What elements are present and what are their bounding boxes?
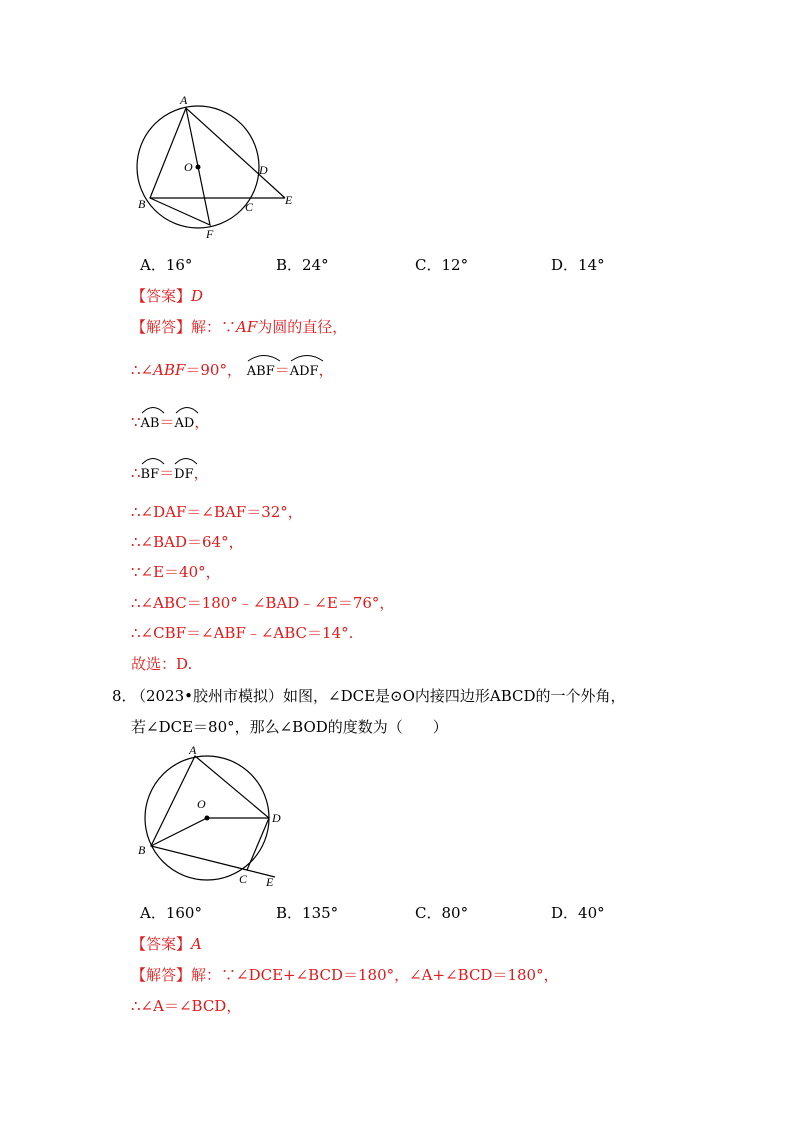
fig2-label-b: B xyxy=(138,843,146,857)
fig2-label-e: E xyxy=(266,875,274,889)
q7-solution-line-5: ∴∠DAF＝∠BAF＝32°， xyxy=(131,503,303,521)
q7-l3-arc-ad: AD xyxy=(175,410,195,434)
q7-option-b: B．24° xyxy=(276,256,329,274)
q7-l3-arc-ab: AB xyxy=(141,410,160,434)
q8-option-c: C．80° xyxy=(415,904,469,922)
figure-1-circle-diagram xyxy=(130,92,305,242)
q7-solution-line-7: ∵∠E＝40°， xyxy=(131,563,221,581)
q7-l1-c: 为圆的直径， xyxy=(257,318,348,336)
q7-solution-line-9: ∴∠CBF＝∠ABF﹣∠ABC＝14°. xyxy=(131,624,354,642)
q7-l2-arc-abf: ABF xyxy=(247,358,275,382)
q7-option-d: D．14° xyxy=(551,256,605,274)
q8-option-d: D．40° xyxy=(551,904,605,922)
fig1-label-f: F xyxy=(206,227,214,241)
fig1-label-b: B xyxy=(138,197,146,211)
fig1-label-d: D xyxy=(259,163,268,177)
q7-answer-value: D xyxy=(191,287,204,305)
q7-l4-arc-bf: BF xyxy=(141,461,160,485)
q7-l2-end: ， xyxy=(318,361,334,379)
q7-l1-a: 解：∵ xyxy=(191,318,237,336)
q7-l2-arc-adf: ADF xyxy=(290,358,319,382)
q7-l2-a: ∴∠ xyxy=(131,361,154,379)
q7-solution-line-8: ∴∠ABC＝180°﹣∠BAD﹣∠E＝76°， xyxy=(131,594,395,612)
q7-l4-arc-df: DF xyxy=(174,461,193,485)
fig2-label-o: O xyxy=(197,797,206,811)
q7-solution-line-4 xyxy=(131,461,209,485)
fig1-label-o: O xyxy=(184,160,193,174)
q7-solution-line-2 xyxy=(131,358,334,382)
fig2-label-d: D xyxy=(272,811,281,825)
q8-stem-line-1: （2023•胶州市模拟）如图，∠DCE是⊙O内接四边形ABCD的一个外角， xyxy=(131,687,626,705)
q7-solution-line-10: 故选：D. xyxy=(131,655,193,673)
q7-l1-b: AF xyxy=(236,318,258,336)
q8-answer-tag: 【答案】 xyxy=(131,935,192,953)
fig2-label-c: C xyxy=(239,872,248,886)
q7-l2-eq: ＝ xyxy=(274,361,290,379)
q7-solution-line-6: ∴∠BAD＝64°， xyxy=(131,533,244,551)
q7-solution-tag: 【解答】 xyxy=(131,318,192,336)
q8-number: 8． xyxy=(112,687,137,705)
q7-l3-eq: ＝ xyxy=(159,413,175,431)
q8-l1: 解：∵∠DCE+∠BCD＝180°，∠A+∠BCD＝180°， xyxy=(191,966,559,984)
q8-option-b: B．135° xyxy=(276,904,339,922)
q7-l4-eq: ＝ xyxy=(159,464,175,482)
q7-answer-line xyxy=(131,286,203,306)
q7-l2-c: ＝90°， xyxy=(185,361,242,379)
fig1-label-e: E xyxy=(285,193,293,207)
q7-solution-line-3 xyxy=(131,410,209,434)
fig1-label-a: A xyxy=(180,93,188,107)
q7-option-c: C．12° xyxy=(415,256,469,274)
fig1-label-c: C xyxy=(245,200,254,214)
q7-l4-a: ∴ xyxy=(131,464,141,482)
q8-solution-line-1 xyxy=(131,965,559,985)
fig2-label-a: A xyxy=(189,743,197,757)
q7-l2-b: ABF xyxy=(153,361,186,379)
figure-2-circle-diagram xyxy=(135,742,285,892)
q8-solution-line-2: ∴∠A＝∠BCD， xyxy=(131,997,242,1015)
q7-option-a: A．16° xyxy=(140,256,193,274)
q8-option-a: A．160° xyxy=(140,904,202,922)
q7-l3-end: ， xyxy=(194,413,210,431)
q7-solution-line-1 xyxy=(131,317,347,337)
q8-answer-value: A xyxy=(191,935,202,953)
q8-solution-tag: 【解答】 xyxy=(131,966,192,984)
q8-stem-line-2: 若∠DCE＝80°，那么∠BOD的度数为（ ） xyxy=(131,718,448,736)
q7-l4-end: ， xyxy=(193,464,209,482)
q8-answer-line xyxy=(131,934,202,954)
q7-l3-a: ∵ xyxy=(131,413,141,431)
q7-answer-tag: 【答案】 xyxy=(131,287,192,305)
